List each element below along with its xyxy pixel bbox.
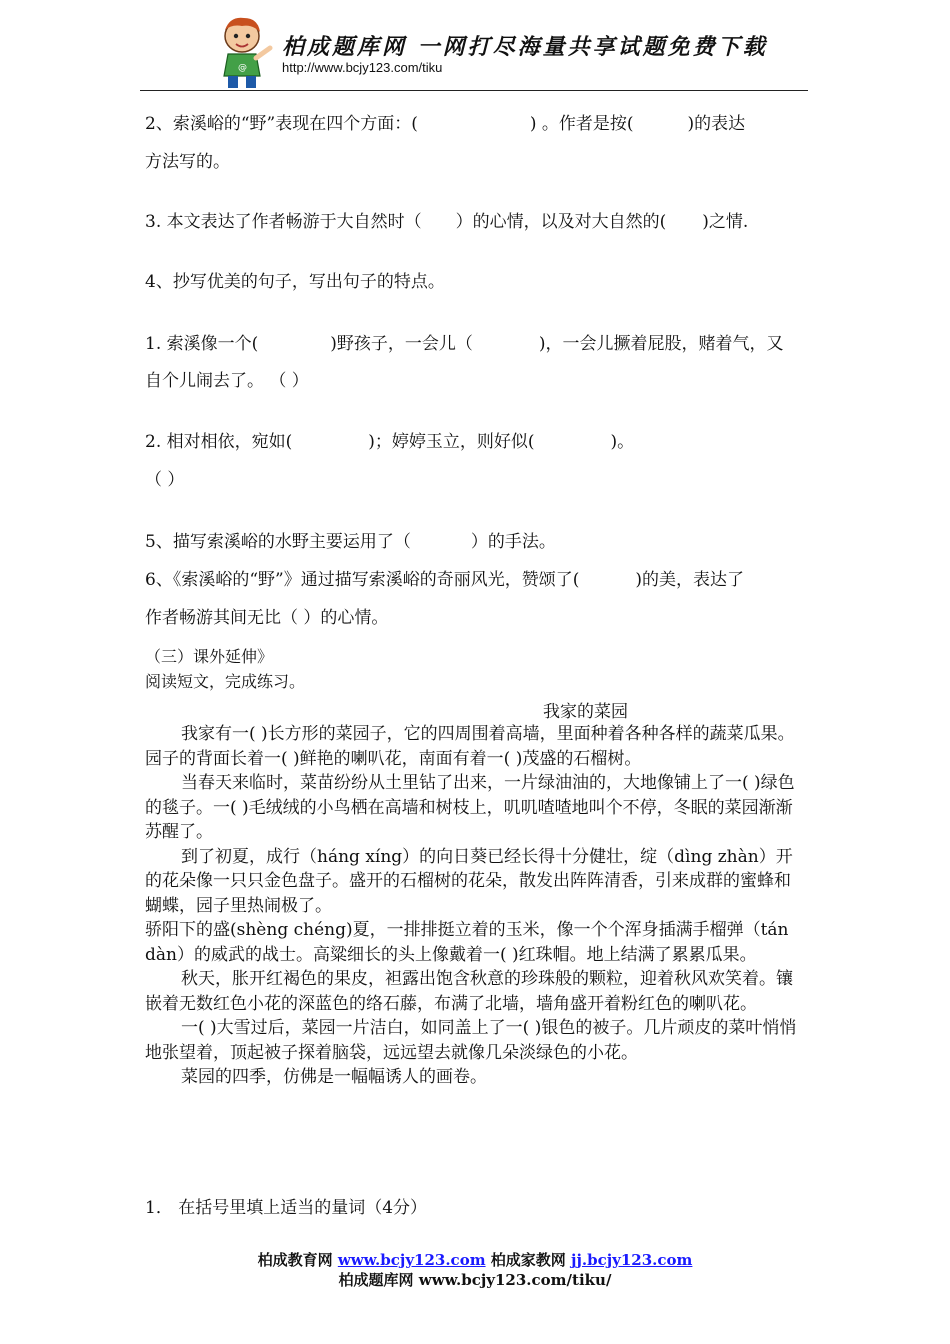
sentence-1	[145, 332, 784, 356]
q5-text-a: 5、描写索溪峪的水野主要运用了（	[145, 532, 411, 552]
q3-text-a: 3. 本文表达了作者畅游于大自然时（	[145, 212, 422, 232]
boy-mascot-logo	[212, 14, 276, 90]
story-paragraph: 骄阳下的盛(shèng chéng)夏，一排排挺立着的玉米，像一个个浑身插满手榴弹（tán dàn）的威武的战士。高粱细长的头上像戴着一( )红珠帽。地上结满了累累瓜果。	[145, 920, 789, 965]
question-4: 4、抄写优美的句子，写出句子的特点。	[145, 272, 445, 292]
story-paragraph: 菜园的四季，仿佛是一幅幅诱人的画卷。	[181, 1067, 487, 1087]
question-6-line2: 作者畅游其间无比（ ）的心情。	[145, 608, 389, 628]
footer-link-tutor[interactable]: jj.bcjy123.com	[571, 1251, 693, 1269]
question-6	[145, 568, 744, 592]
q3-text-c: )之情.	[702, 212, 749, 232]
footer-label: 柏成教育网	[257, 1251, 338, 1269]
footer-line-2	[0, 1270, 950, 1290]
s1-text-b: )野孩子，一会儿（	[330, 334, 473, 354]
svg-text:@: @	[238, 63, 247, 73]
reading-instruction: 阅读短文，完成练习。	[145, 672, 306, 691]
story-paragraph: 一( )大雪过后，菜园一片洁白，如同盖上了一( )银色的被子。几片顽皮的菜叶悄悄地张望着，顶起被子探着脑袋，远远望去就像几朵淡绿色的小花。	[145, 1018, 797, 1063]
s1-text-a: 1. 索溪像一个(	[145, 334, 259, 354]
s1-text-c: )，一会儿撅着屁股，赌着气，又	[538, 334, 784, 354]
footer-label: 柏成家教网	[485, 1251, 572, 1269]
story-body	[145, 722, 805, 1090]
exercise-1: 1． 在括号里填上适当的量词（4分）	[145, 1198, 428, 1218]
s2-text-a: 2. 相对相依，宛如(	[145, 432, 293, 452]
footer-link-main[interactable]: www.bcjy123.com	[337, 1251, 486, 1269]
page-footer	[0, 1250, 950, 1290]
story-paragraph: 当春天来临时，菜苗纷纷从土里钻了出来，一片绿油油的，大地像铺上了一( )绿色的毯子。一( )毛绒绒的小鸟栖在高墙和树枝上，叽叽喳喳地叫个不停，冬眠的菜园渐渐苏醒了。	[145, 773, 795, 842]
q3-text-b: ）的心情，以及对大自然的(	[455, 212, 667, 232]
page-header	[140, 8, 808, 91]
header-url[interactable]: http://www.bcjy123.com/tiku	[282, 60, 443, 75]
q5-text-b: ）的手法。	[470, 532, 556, 552]
story-paragraph: 秋天，胀开红褐色的果皮，袒露出饱含秋意的珍珠般的颗粒，迎着秋风欢笑着。镶嵌着无数红色小花的深蓝色的络石藤，布满了北墙，墙角盛开着粉红色的喇叭花。	[145, 969, 793, 1014]
sentence-2	[145, 430, 634, 454]
q2-text-c: )的表达	[687, 114, 746, 134]
q2-text-b: ) 。作者是按(	[529, 114, 634, 134]
q2-text-a: 2、索溪峪的“野”表现在四个方面：(	[145, 114, 418, 134]
sentence-1-line2: 自个儿闹去了。 （ ）	[145, 371, 309, 391]
footer-line-1	[0, 1250, 950, 1270]
q6-text-b: )的美，表达了	[635, 570, 744, 590]
q6-text-a: 6、《索溪峪的“野”》通过描写索溪峪的奇丽风光，赞颂了(	[145, 570, 580, 590]
footer-link-tiku[interactable]: www.bcjy123.com/tiku/	[418, 1271, 612, 1289]
story-title: 我家的菜园	[543, 702, 628, 722]
s2-text-b: )；婷婷玉立，则好似(	[368, 432, 535, 452]
sentence-2-line2: （ ）	[145, 470, 185, 490]
question-2	[145, 112, 745, 136]
footer-label: 柏成题库网	[338, 1271, 419, 1289]
story-paragraph: 我家有一( )长方形的菜园子，它的四周围着高墙，里面种着各种各样的蔬菜瓜果。园子的背面长着一( )鲜艳的喇叭花，南面有着一( )茂盛的石榴树。	[145, 724, 795, 769]
section-heading: （三）课外延伸》	[145, 647, 274, 666]
s2-text-c: )。	[610, 432, 635, 452]
header-brand: 柏成题库网 一网打尽海量共享试题免费下载	[282, 35, 768, 60]
story-paragraph: 到了初夏，成行（háng xíng）的向日葵已经长得十分健壮，绽（dìng zhàn）开的花朵像一只只金色盘子。盛开的石榴树的花朵，散发出阵阵清香，引来成群的蜜蜂和蝴蝶，园子里热闹极了。	[145, 846, 793, 916]
question-5	[145, 530, 556, 554]
question-3	[145, 210, 748, 234]
question-2-line2: 方法写的。	[145, 152, 230, 172]
